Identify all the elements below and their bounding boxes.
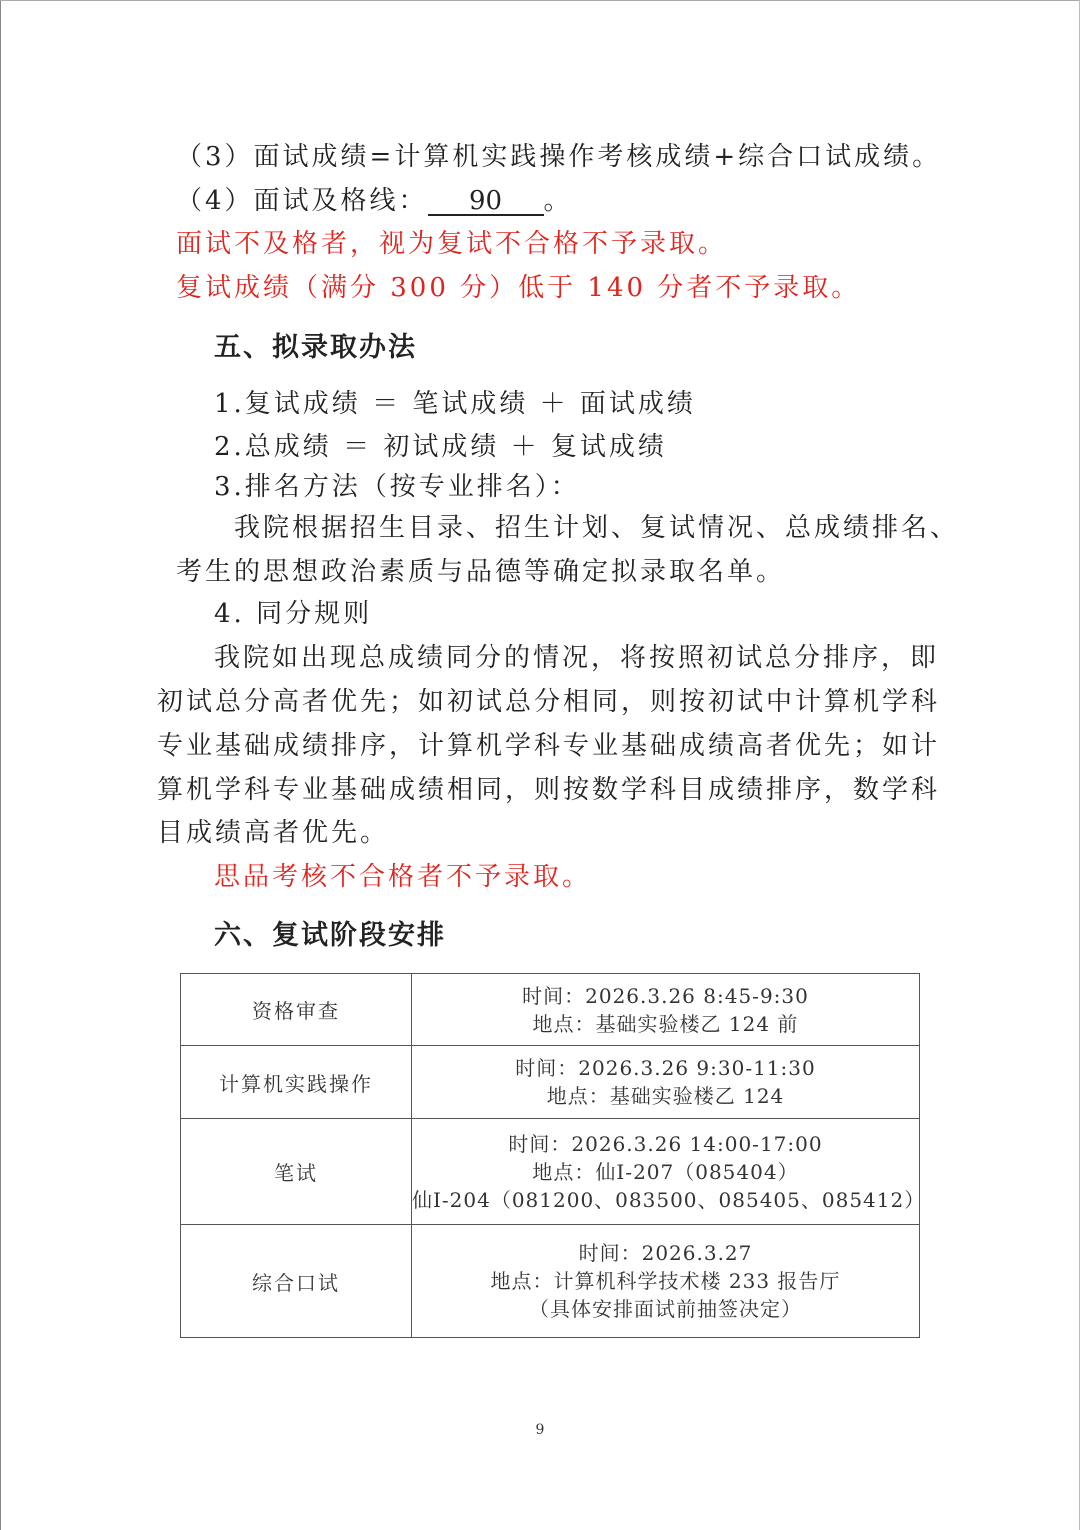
admission-item-1: 1.复试成绩 ＝ 笔试成绩 ＋ 面试成绩	[214, 389, 696, 419]
schedule-detail	[412, 974, 920, 1046]
schedule-item: 资格审查	[181, 974, 412, 1046]
tie-rule-line-3: 专业基础成绩排序，计算机学科专业基础成绩高者优先；如计	[157, 731, 941, 761]
ranking-paragraph-line-1: 我院根据招生目录、招生计划、复试情况、总成绩排名、	[234, 513, 960, 543]
schedule-location: 地点：基础实验楼乙 124 前	[532, 1011, 799, 1036]
admission-item-4: 4. 同分规则	[214, 599, 373, 629]
table-row	[181, 1225, 920, 1338]
tie-rule-line-5: 目成绩高者优先。	[157, 818, 390, 848]
tie-rule-line-1: 我院如出现总成绩同分的情况，将按照初试总分排序，即	[214, 643, 940, 673]
schedule-location: 地点：计算机科学技术楼 233 报告厅	[490, 1269, 841, 1293]
tie-rule-line-4: 算机学科专业基础成绩相同，则按数学科目成绩排序，数学科	[157, 775, 941, 805]
schedule-item: 笔试	[181, 1119, 412, 1225]
admission-item-3: 3.排名方法（按专业排名）：	[214, 472, 580, 502]
schedule-time: 时间：2026.3.26 14:00-17:00	[508, 1131, 823, 1156]
retest-schedule-table	[180, 973, 926, 1338]
ranking-paragraph-line-2: 考生的思想政治素质与品德等确定拟录取名单。	[176, 557, 786, 587]
schedule-item: 综合口试	[181, 1225, 412, 1338]
red-notice-score-threshold: 复试成绩（满分 300 分）低于 140 分者不予录取。	[176, 273, 861, 303]
schedule-location-extra: 仙Ⅰ-204（081200、083500、085405、085412）	[412, 1187, 926, 1212]
schedule-time: 时间：2026.3.26 8:45-9:30	[522, 983, 809, 1008]
section-5-heading: 五、拟录取办法	[214, 332, 417, 363]
table-row	[181, 1119, 920, 1225]
interview-score-formula: （3）面试成绩=计算机实践操作考核成绩+综合口试成绩。	[176, 142, 942, 172]
schedule-detail	[412, 1225, 920, 1338]
tie-rule-line-2: 初试总分高者优先；如初试总分相同，则按初试中计算机学科	[157, 687, 941, 717]
pass-line-suffix: 。	[543, 186, 573, 216]
red-notice-moral-assessment: 思品考核不合格者不予录取。	[214, 862, 592, 892]
schedule-detail	[412, 1046, 920, 1119]
red-notice-interview-fail: 面试不及格者，视为复试不合格不予录取。	[176, 229, 728, 259]
schedule-time: 时间：2026.3.27	[578, 1241, 753, 1265]
page-number: 9	[535, 1422, 545, 1438]
pass-line-label: （4）面试及格线：	[176, 186, 428, 216]
schedule-note: （具体安排面试前抽签决定）	[529, 1297, 802, 1321]
page-border-top	[0, 0, 1080, 1]
table-row	[181, 1046, 920, 1119]
schedule-location: 地点：基础实验楼乙 124	[546, 1084, 785, 1108]
interview-pass-line	[176, 186, 573, 216]
table-row	[181, 974, 920, 1046]
page-border-left	[0, 0, 1, 1530]
pass-line-value: 90	[428, 188, 544, 216]
section-6-heading: 六、复试阶段安排	[214, 920, 446, 951]
schedule-item: 计算机实践操作	[181, 1046, 412, 1119]
schedule-detail	[412, 1119, 926, 1225]
admission-item-2: 2.总成绩 ＝ 初试成绩 ＋ 复试成绩	[214, 432, 667, 462]
schedule-time: 时间：2026.3.26 9:30-11:30	[515, 1056, 816, 1080]
schedule-location: 地点：仙Ⅰ-207（085404）	[532, 1159, 799, 1184]
